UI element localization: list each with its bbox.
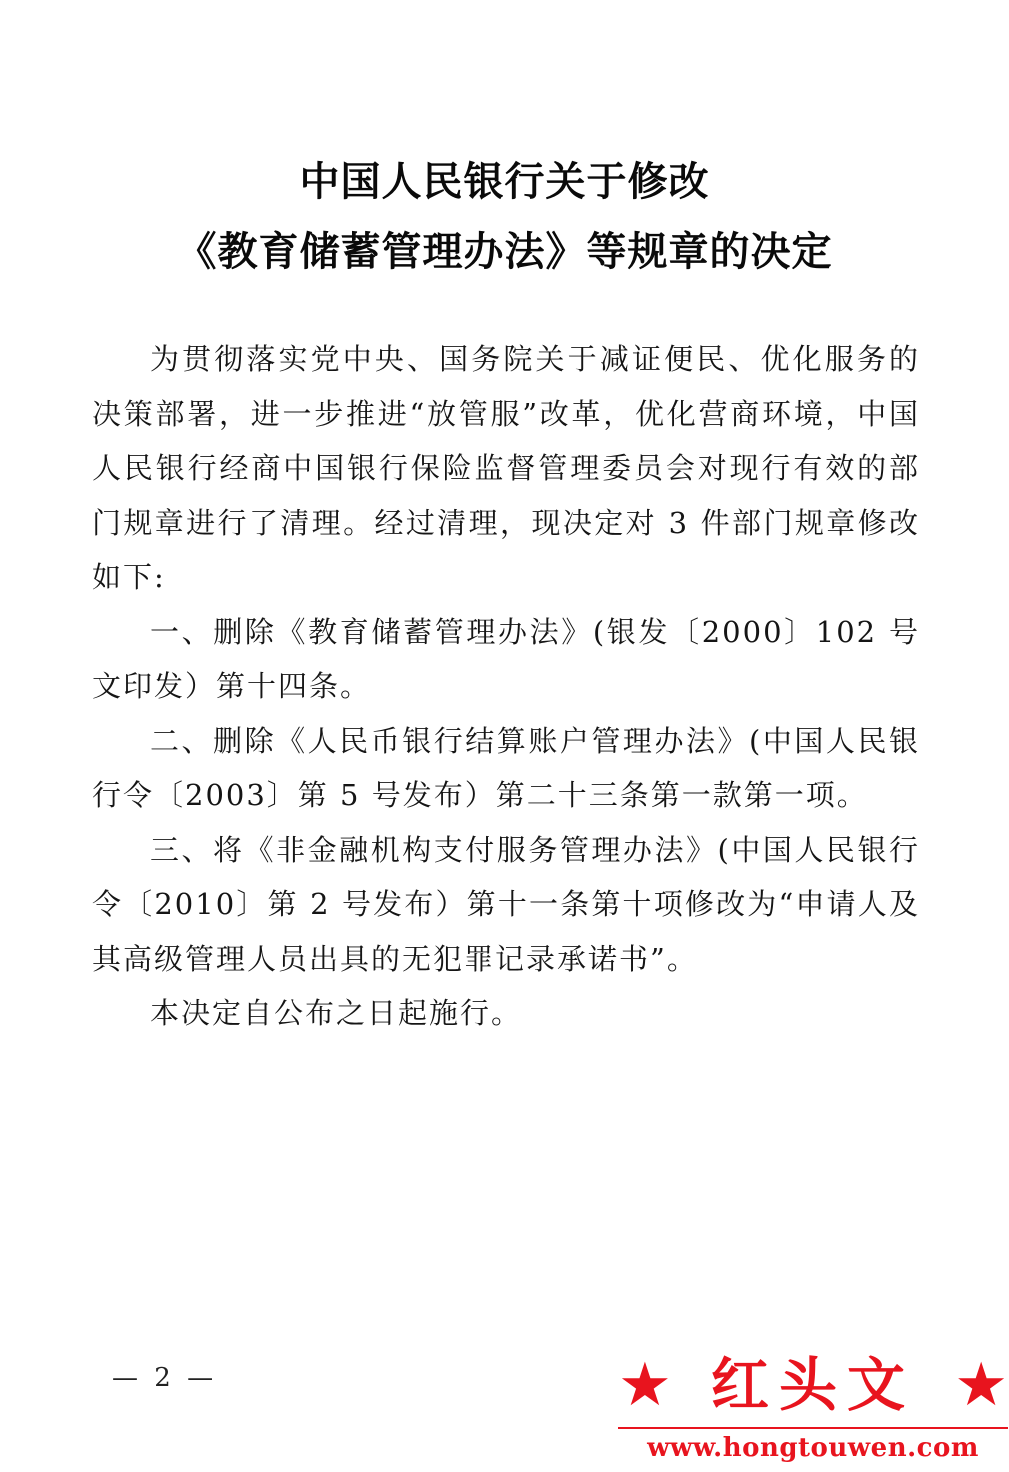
paragraph-effective-date: 本决定自公布之日起施行。: [150, 996, 523, 1030]
paragraph-item-1: 一、删除《教育储蓄管理办法》(银发〔2000〕102 号文印发）第十四条。: [92, 614, 920, 703]
watermark-row: [618, 1345, 1008, 1425]
watermark-name: 红头文: [710, 1351, 915, 1419]
page-number: — 2 —: [112, 1363, 218, 1393]
paragraph-intro: 为贯彻落实党中央、国务院关于减证便民、优化服务的决策部署，进一步推进“放管服”改革，优化营商环境，中国人民银行经商中国银行保险监督管理委员会对现行有效的部门规章进行了清理。经过清理，现决定对 3 件部门规章修改如下:: [92, 342, 920, 594]
watermark-url: www.hongtouwen.com: [647, 1433, 979, 1463]
watermark-logo: [618, 1345, 1008, 1465]
watermark-divider: [618, 1427, 1008, 1429]
document-title-line2: 《教育储蓄管理办法》等规章的决定: [176, 228, 833, 275]
star-icon: ★: [954, 1350, 1008, 1420]
star-icon: ★: [618, 1350, 672, 1420]
paragraph-item-2: 二、删除《人民币银行结算账户管理办法》(中国人民银行令〔2003〕第 5 号发布）第二十三条第一款第一项。: [92, 723, 920, 812]
document-body: [92, 332, 920, 1041]
paragraph-item-3: 三、将《非金融机构支付服务管理办法》(中国人民银行令〔2010〕第 2 号发布）第十一条第十项修改为“申请人及其高级管理人员出具的无犯罪记录承诺书”。: [92, 832, 920, 976]
document-title-line1: 中国人民银行关于修改: [299, 158, 710, 205]
